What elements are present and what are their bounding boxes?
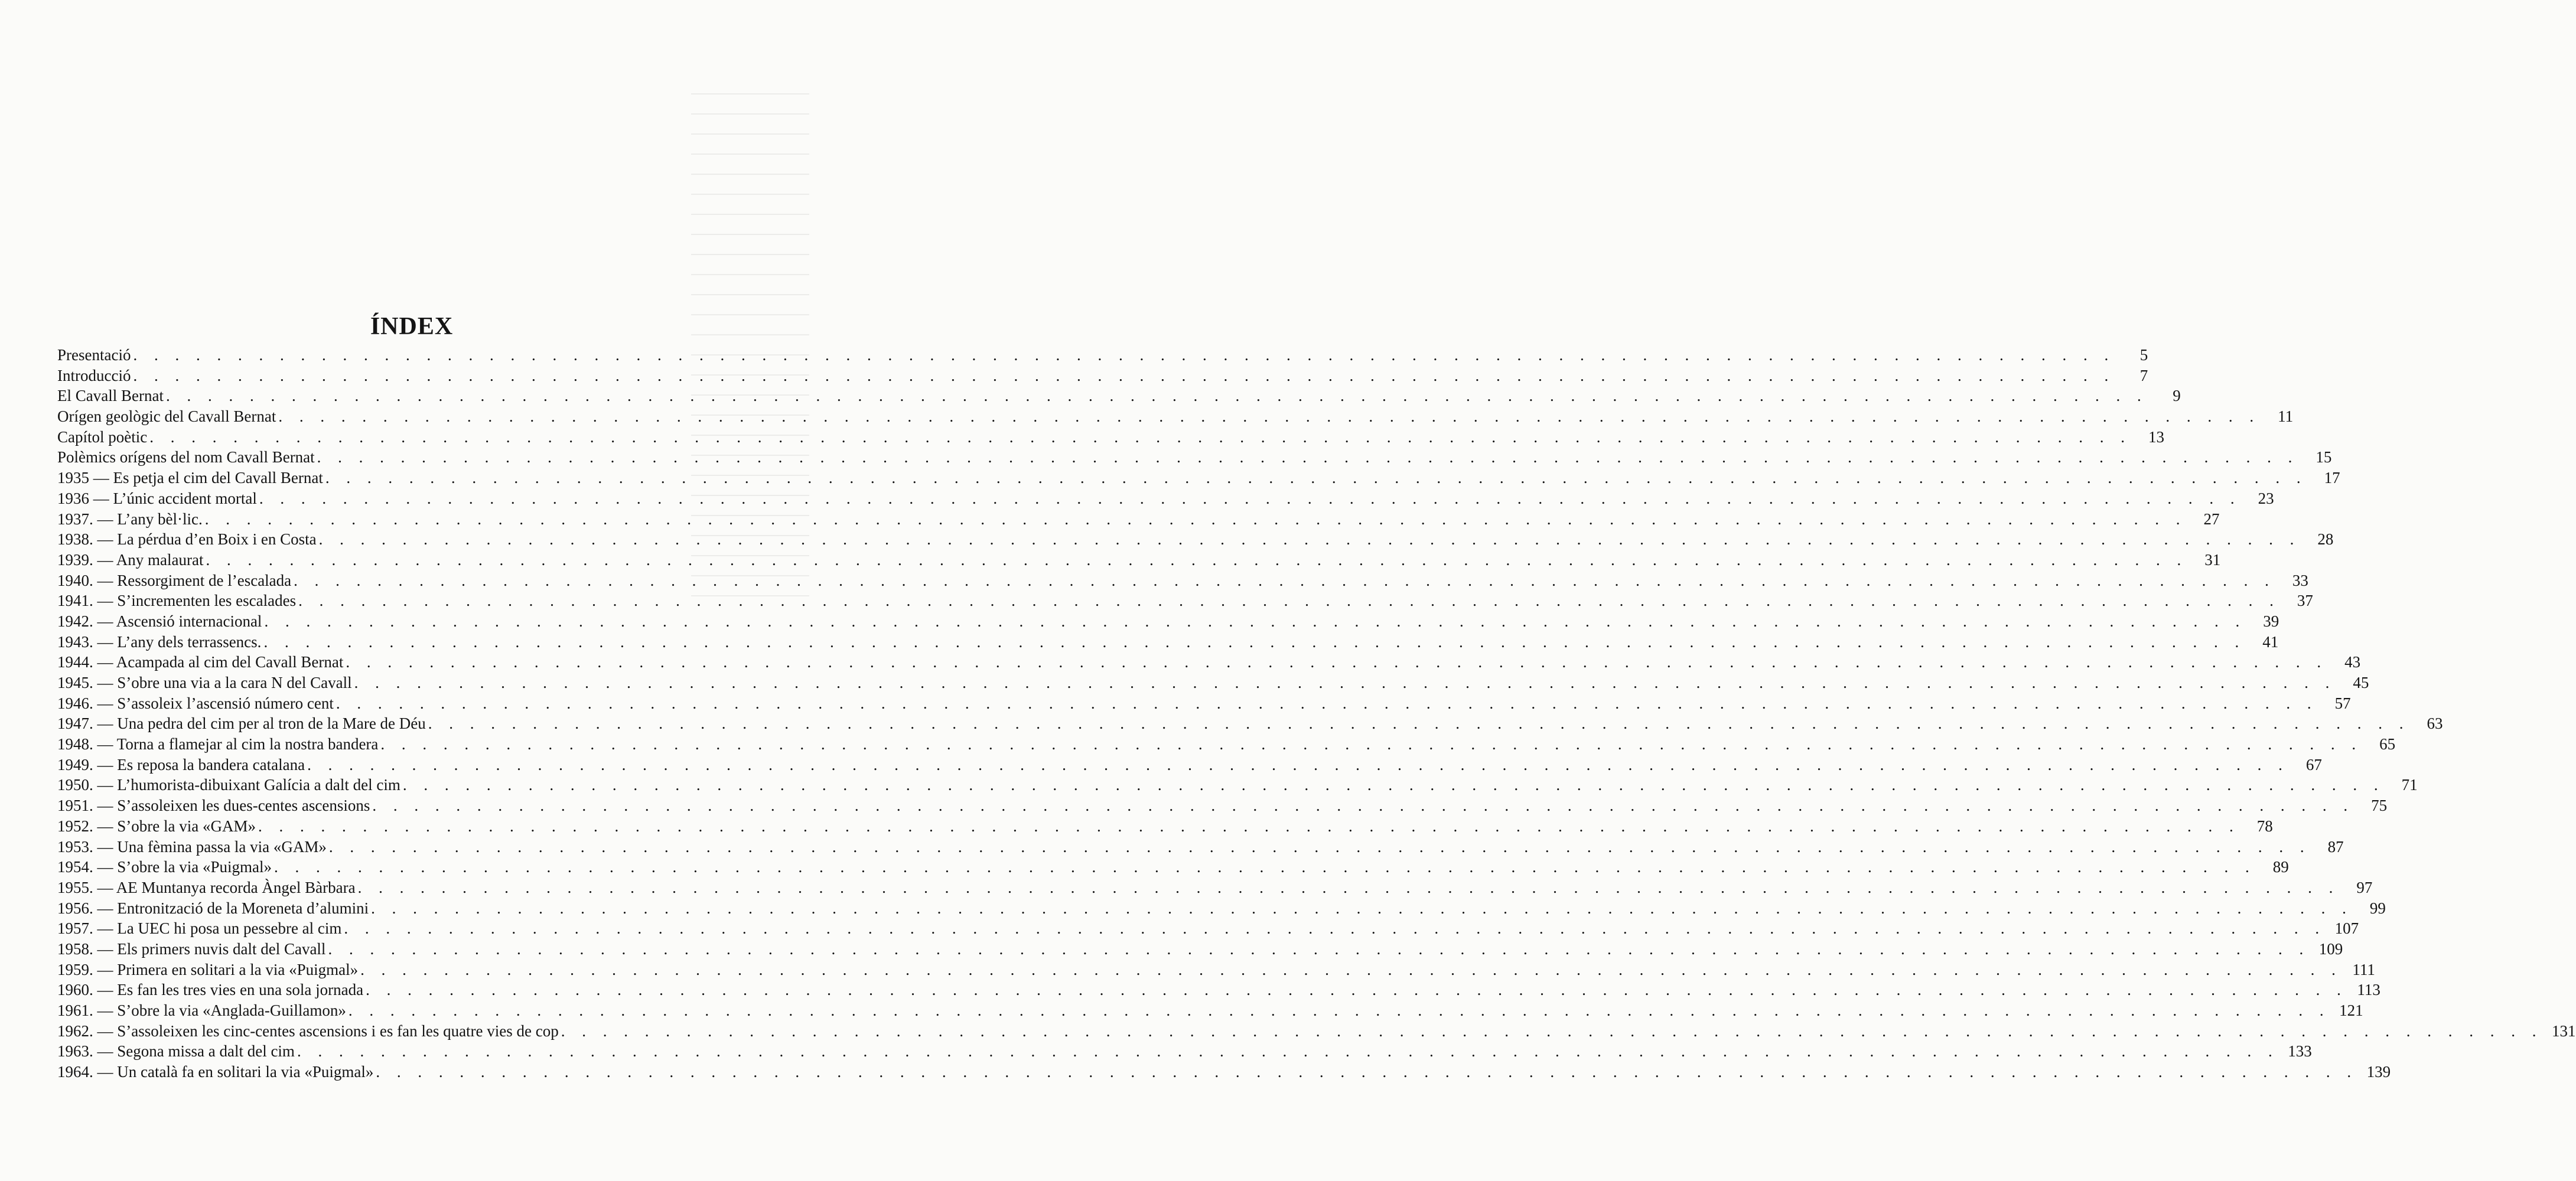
dot-leader <box>256 816 2247 837</box>
dot-leader <box>323 468 2314 488</box>
dot-leader <box>203 509 2194 530</box>
toc-entry <box>57 980 2380 1000</box>
toc-page-number: 17 <box>2324 469 2340 487</box>
toc-entry-title: 1958. — Els primers nuvis dalt del Cavall <box>57 939 326 958</box>
dot-leader <box>291 570 2282 591</box>
toc-entry-title: 1947. — Una pedra del cim per al tron de la Mare de Déu <box>57 715 426 733</box>
toc-entry-title: 1949. — Es reposa la bandera catalana <box>57 755 305 774</box>
toc-entry <box>57 673 2369 693</box>
toc-entry <box>57 960 2375 980</box>
toc-entry-title: 1956. — Entronització de la Moreneta d’alumini <box>57 899 369 917</box>
dot-leader <box>341 918 2333 939</box>
toc-entry <box>57 857 2289 877</box>
dot-leader <box>276 406 2267 427</box>
toc-page-number: 57 <box>2334 694 2351 712</box>
toc-entry <box>57 652 2361 673</box>
toc-entry <box>57 918 2359 939</box>
dot-leader <box>369 898 2360 919</box>
dot-leader <box>131 366 2122 386</box>
toc-entry-title: 1959. — Primera en solitari a la via «Puigmal» <box>57 960 359 978</box>
toc-entry-title: 1962. — S’assoleixen les cinc-centes ascensions i es fan les quatre vies de cop <box>57 1022 559 1040</box>
toc-entry <box>57 386 2181 406</box>
dot-leader <box>352 673 2343 693</box>
dot-leader <box>370 795 2361 816</box>
toc-entry <box>57 570 2308 591</box>
toc-entry-title: 1950. — L’humorista-dibuixant Galícia a dalt del cim <box>57 776 400 794</box>
toc-entry <box>57 775 2418 795</box>
toc-entry-title: 1938. — La pérdua d’en Boix i en Costa <box>57 530 317 549</box>
dot-leader <box>334 693 2325 714</box>
dot-leader <box>327 837 2318 857</box>
dot-leader <box>305 755 2296 775</box>
toc-page-number: 97 <box>2356 878 2373 896</box>
dot-leader <box>262 611 2253 632</box>
dot-leader <box>426 713 2417 734</box>
toc-page-number: 89 <box>2272 858 2289 876</box>
toc-entry-title: 1955. — AE Muntanya recorda Àngel Bàrbara <box>57 878 356 896</box>
toc-entry-title: 1942. — Ascensió internacional <box>57 612 262 630</box>
toc-entry <box>57 406 2294 427</box>
toc-page-number: 87 <box>2327 837 2344 856</box>
dot-leader <box>295 1041 2286 1062</box>
toc-page-number: 13 <box>2148 428 2164 446</box>
toc-page-number: 9 <box>2173 387 2181 405</box>
toc-page-number: 45 <box>2353 674 2369 691</box>
dot-leader <box>325 939 2317 960</box>
toc-entry <box>57 795 2388 816</box>
toc-entry <box>57 755 2322 775</box>
toc-entry <box>57 877 2373 898</box>
toc-page-number: 113 <box>2357 981 2380 999</box>
toc-page-number: 27 <box>2203 510 2220 528</box>
toc-entry-title: 1937. — L’any bèl·lic. <box>57 510 203 528</box>
toc-page-number: 65 <box>2379 735 2396 753</box>
toc-entry <box>57 611 2279 632</box>
toc-page-number: 37 <box>2297 592 2313 610</box>
dot-leader <box>257 488 2248 509</box>
toc-entry-title: 1941. — S’incrementen les escalades <box>57 592 297 610</box>
toc-page-number: 107 <box>2334 919 2359 938</box>
dot-leader <box>164 386 2155 406</box>
toc-entry-title: Orígen geològic del Cavall Bernat <box>57 407 276 426</box>
dot-leader <box>131 345 2122 366</box>
toc-entry <box>57 529 2334 550</box>
toc-entry <box>57 366 2148 386</box>
dot-leader <box>343 652 2334 673</box>
toc-entry-title: Capítol poètic <box>57 428 148 446</box>
toc-page-number: 75 <box>2371 797 2388 815</box>
dot-leader <box>315 447 2306 468</box>
toc-page-number: 5 <box>2139 346 2148 364</box>
toc-entry-title: 1945. — S’obre una via a la cara N del Cavall <box>57 674 352 691</box>
toc-page-number: 131 <box>2552 1022 2576 1040</box>
dot-leader <box>559 1021 2550 1042</box>
toc-page-number: 109 <box>2318 939 2343 958</box>
toc-entry <box>57 509 2220 530</box>
toc-entry <box>57 488 2274 509</box>
dot-leader <box>373 1062 2365 1082</box>
dot-leader <box>363 980 2354 1000</box>
toc-page-number: 111 <box>2352 960 2375 978</box>
dot-leader <box>317 529 2308 550</box>
toc-entry-title: 1964. — Un català fa en solitari la via «Puigmal» <box>57 1063 374 1081</box>
toc-entry-title: Introducció <box>57 366 131 384</box>
toc-entry-title: 1951. — S’assoleixen les dues-centes ascensions <box>57 797 370 815</box>
toc-entry-title: 1944. — Acampada al cim del Cavall Bernat <box>57 653 344 671</box>
toc-entry <box>57 713 2443 734</box>
dot-leader <box>272 857 2263 877</box>
table-of-contents <box>57 345 2576 1082</box>
toc-entry <box>57 345 2148 366</box>
toc-page-number: 99 <box>2369 899 2386 917</box>
toc-entry-title: 1957. — La UEC hi posa un pessebre al cim <box>57 919 342 938</box>
dot-leader <box>378 734 2369 755</box>
dot-leader <box>296 590 2287 611</box>
toc-entry-title: Polèmics orígens del nom Cavall Bernat <box>57 448 315 466</box>
dot-leader <box>147 427 2138 448</box>
page-title: ÍNDEX <box>370 313 454 341</box>
dot-leader <box>261 632 2252 653</box>
toc-entry <box>57 1041 2312 1062</box>
dot-leader <box>358 960 2349 980</box>
toc-entry-title: 1953. — Una fèmina passa la via «GAM» <box>57 837 327 856</box>
toc-entry <box>57 632 2279 653</box>
toc-entry-title: Presentació <box>57 346 131 364</box>
dot-leader <box>400 775 2392 795</box>
toc-entry-title: 1940. — Ressorgiment de l’escalada <box>57 571 292 589</box>
toc-page-number: 71 <box>2401 776 2418 794</box>
toc-page-number: 78 <box>2256 817 2273 835</box>
toc-entry-title: El Cavall Bernat <box>57 387 164 405</box>
toc-entry <box>57 1062 2391 1082</box>
toc-page-number: 39 <box>2263 612 2279 630</box>
toc-page-number: 121 <box>2339 1001 2363 1019</box>
toc-entry <box>57 1000 2363 1021</box>
toc-entry <box>57 734 2396 755</box>
toc-entry-title: 1952. — S’obre la via «GAM» <box>57 817 256 835</box>
toc-page-number: 133 <box>2288 1042 2312 1061</box>
toc-entry <box>57 816 2273 837</box>
toc-page-number: 28 <box>2317 530 2334 549</box>
toc-entry <box>57 939 2343 960</box>
toc-entry <box>57 427 2164 448</box>
toc-entry-title: 1943. — L’any dels terrassencs. <box>57 632 262 651</box>
toc-entry-title: 1946. — S’assoleix l’ascensió número cent <box>57 694 334 712</box>
toc-entry <box>57 898 2386 919</box>
toc-entry <box>57 447 2332 468</box>
toc-page-number: 23 <box>2258 489 2274 507</box>
toc-entry <box>57 550 2221 570</box>
toc-page-number: 33 <box>2292 571 2308 589</box>
toc-page-number: 139 <box>2366 1063 2391 1081</box>
toc-entry-title: 1954. — S’obre la via «Puigmal» <box>57 858 272 876</box>
toc-entry-title: 1935 — Es petja el cim del Cavall Bernat <box>57 469 323 487</box>
toc-page-number: 63 <box>2427 715 2443 733</box>
dot-leader <box>356 877 2347 898</box>
dot-leader <box>346 1000 2337 1021</box>
toc-entry <box>57 1021 2576 1042</box>
toc-entry <box>57 468 2340 488</box>
toc-page-number: 15 <box>2316 448 2332 466</box>
toc-entry-title: 1963. — Segona missa a dalt del cim <box>57 1042 295 1061</box>
dot-leader <box>203 550 2194 570</box>
toc-entry-title: 1936 — L’únic accident mortal <box>57 489 257 507</box>
toc-page-number: 41 <box>2262 632 2279 651</box>
toc-entry <box>57 693 2351 714</box>
toc-entry <box>57 837 2344 857</box>
toc-page-number: 31 <box>2204 550 2221 569</box>
toc-page-number: 11 <box>2278 407 2294 426</box>
toc-page-number: 7 <box>2139 366 2148 384</box>
toc-entry-title: 1961. — S’obre la via «Anglada-Guillamon» <box>57 1001 346 1019</box>
toc-page-number: 43 <box>2344 653 2361 671</box>
toc-entry-title: 1939. — Any malaurat <box>57 550 204 569</box>
toc-entry-title: 1948. — Torna a flamejar al cim la nostra bandera <box>57 735 379 753</box>
toc-page-number: 67 <box>2305 755 2322 774</box>
toc-entry-title: 1960. — Es fan les tres vies en una sola jornada <box>57 981 364 999</box>
toc-entry <box>57 590 2313 611</box>
